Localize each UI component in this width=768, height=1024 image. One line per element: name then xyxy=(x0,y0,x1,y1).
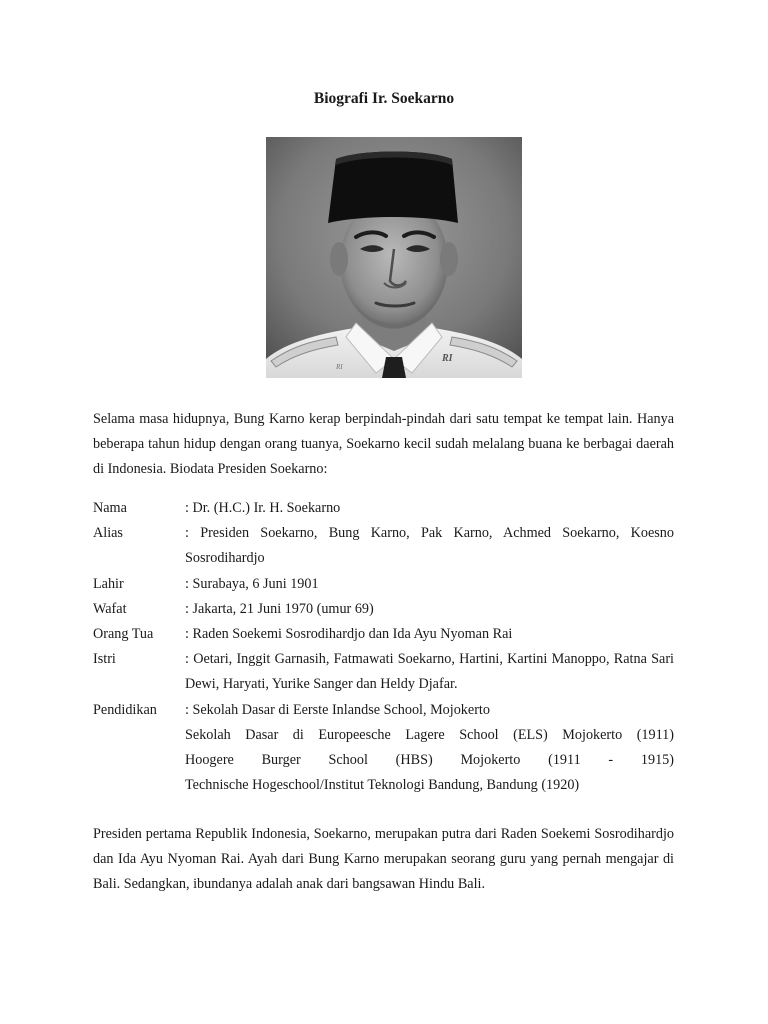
biodata-value: : Surabaya, 6 Juni 1901 xyxy=(185,575,319,592)
biodata-row-pendidikan xyxy=(93,698,674,799)
biodata-row-nama xyxy=(93,496,674,521)
portrait-photo xyxy=(266,137,522,378)
biodata-row-wafat xyxy=(93,597,674,622)
pendidikan-line: Technische Hogeschool/Institut Teknologi Bandung, Bandung (1920) xyxy=(185,777,580,794)
svg-text:RI: RI xyxy=(442,353,453,364)
biodata-value: : Jakarta, 21 Juni 1970 (umur 69) xyxy=(185,600,374,617)
pendidikan-line: Sekolah Dasar di Europeesche Lagere School (ELS) Mojokerto (1911) xyxy=(185,726,674,743)
biodata-value: : Presiden Soekarno, Bung Karno, Pak Karno, Achmed Soekarno, Koesno Sosrodihardjo xyxy=(185,525,674,567)
biodata-label: Orang Tua xyxy=(93,626,154,643)
biodata-value: : Raden Soekemi Sosrodihardjo dan Ida Ayu Nyoman Rai xyxy=(185,626,513,643)
biodata-label: Istri xyxy=(93,651,116,668)
biodata-label: Nama xyxy=(93,500,127,516)
biodata-value-pendidikan xyxy=(185,698,674,799)
biodata-row-lahir xyxy=(93,572,674,597)
biodata-table xyxy=(93,496,674,798)
biodata-value: : Dr. (H.C.) Ir. H. Soekarno xyxy=(185,500,341,516)
intro-paragraph: Selama masa hidupnya, Bung Karno kerap berpindah-pindah dari satu tempat ke tempat lain. Hanya beberapa tahun hidup dengan orang tuanya, Soekarno kecil sudah melalang buana ke berbagai daerah di Indonesia. Biodata Presiden Soekarno: xyxy=(93,411,674,478)
biodata-label: Lahir xyxy=(93,575,124,592)
biodata-row-orang-tua xyxy=(93,622,674,647)
pendidikan-line: Hoogere Burger School (HBS) Mojokerto (1911 - 1915) xyxy=(185,752,674,769)
biodata-label: Pendidikan xyxy=(93,701,157,718)
biodata-row-istri xyxy=(93,647,674,697)
svg-text:RI: RI xyxy=(336,363,343,371)
biodata-value: : Oetari, Inggit Garnasih, Fatmawati Soekarno, Hartini, Kartini Manoppo, Ratna Sari Dewi, Haryati, Yurike Sanger dan Heldy Djafar. xyxy=(185,651,674,693)
biodata-label: Wafat xyxy=(93,600,127,617)
document-title: Biografi Ir. Soekarno xyxy=(313,90,455,107)
biodata-row-alias xyxy=(93,521,674,571)
pendidikan-line: : Sekolah Dasar di Eerste Inlandse School, Mojokerto xyxy=(185,701,490,718)
closing-paragraph: Presiden pertama Republik Indonesia, Soekarno, merupakan putra dari Raden Soekemi Sosrodihardjo dan Ida Ayu Nyoman Rai. Ayah dari Bung Karno merupakan seorang guru yang pernah mengajar di Bali. Sedangkan, ibundanya adalah anak dari bangsawan Hindu Bali. xyxy=(93,826,674,893)
biodata-label: Alias xyxy=(93,525,123,542)
